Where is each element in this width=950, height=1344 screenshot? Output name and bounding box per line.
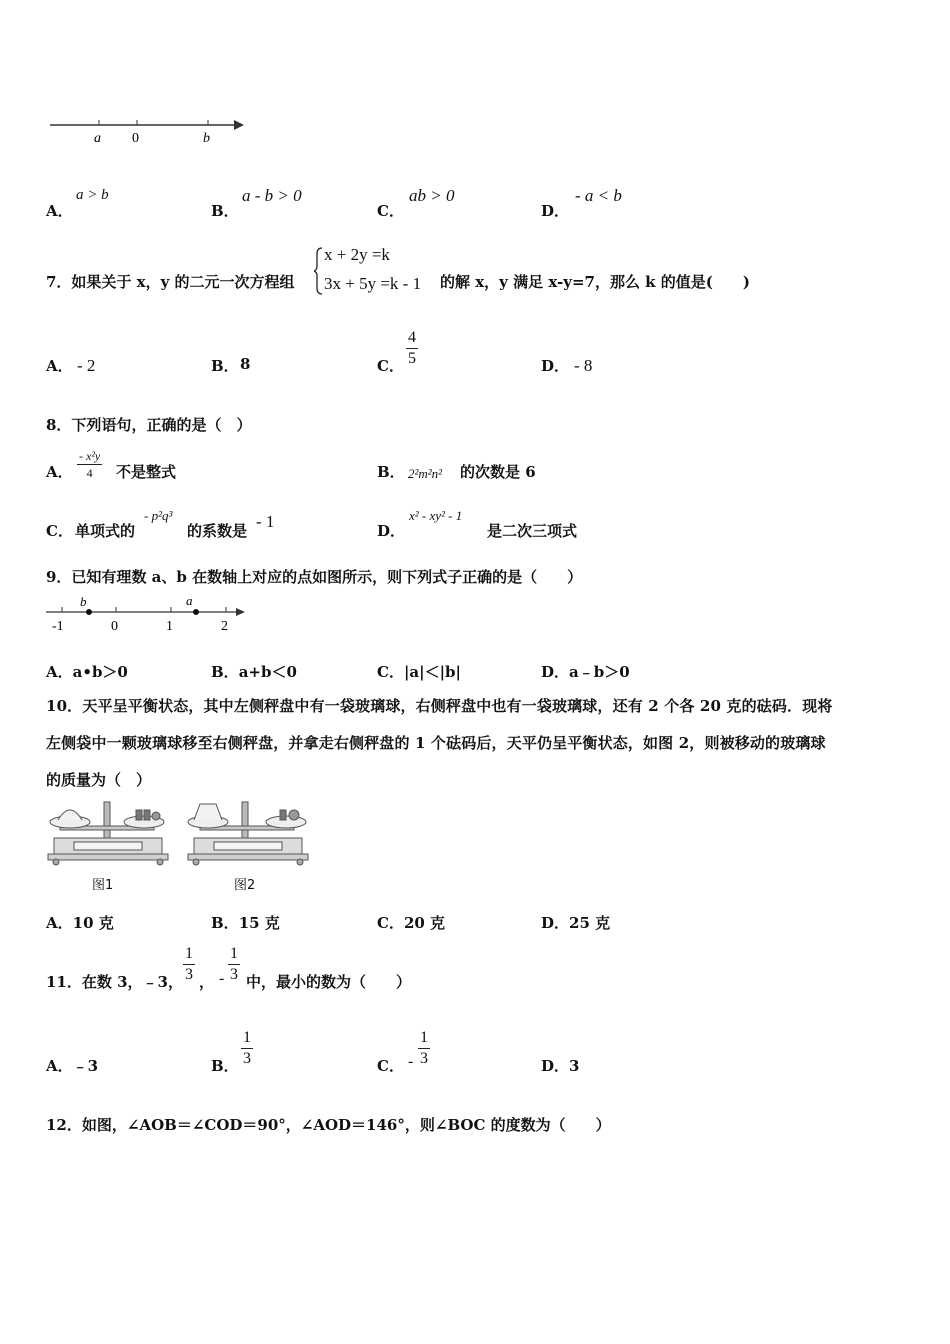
q9-tick-label: -1 [52,619,64,634]
q9-option-b [211,661,297,682]
option-letter: C． [377,202,404,220]
fraction-numerator: 1 [241,1028,253,1049]
q6-option-b [211,200,239,221]
fraction-denominator: 3 [185,966,193,983]
q9-tick-label: 1 [166,619,173,634]
q6-option-a-expr: a > b [76,187,109,203]
q6-option-c [377,200,404,221]
q7-option-d-expr: - 8 [574,356,593,375]
q7-option-d-letter: D． [541,357,570,375]
option-text: 25 克 [569,914,611,932]
q9-tick-label: 2 [221,619,228,634]
q8-option-a-letter: A． [46,463,73,481]
option-letter: B． [211,202,239,220]
q6-option-d-expr: - a < b [575,186,622,205]
option-text: 20 克 [403,914,446,932]
q7-suffix: 的解 x，y 满足 x-y=7，那么 k 的值是( ) [440,273,750,291]
option-text: ﹣3 [72,1057,99,1075]
q11-prefix: 11．在数 3，﹣3， [46,973,183,991]
option-text: a+b＜0 [238,663,297,681]
q10-fig2-caption: 图2 [234,878,256,893]
q8-stem: 8．下列语句，正确的是（ ） [46,416,252,434]
q10-option-d [541,912,610,933]
q6-option-a [46,200,73,221]
q11-fraction [183,944,195,985]
q7-option-b-letter: B． [211,357,239,375]
q8-option-d-text: 是二次三项式 [487,522,578,540]
q7-prefix: 7．如果关于 x，y 的二元一次方程组 [46,273,295,291]
option-text: 3 [569,1057,580,1075]
q10-option-c [377,912,445,933]
q10-balance-figure-2 [184,798,312,868]
q10-fig1-caption: 图1 [92,878,114,893]
q11-option-b-fraction [241,1028,253,1069]
q6-option-d [541,200,569,221]
q8-option-c-mid: 的系数是 [187,522,248,540]
q11-option-c-neg: - [408,1053,414,1070]
option-letter: D． [541,663,570,681]
brace-icon [314,246,324,296]
q7-option-a-letter: A． [46,357,73,375]
q6-number-line [46,112,256,148]
option-letter: C． [377,914,404,932]
q11-option-c-fraction [418,1028,430,1069]
q12-stem: 12．如图，∠AOB＝∠COD＝90°，∠AOD＝146°，则∠BOC 的度数为（ ） [46,1116,611,1134]
fraction-denominator: 5 [408,350,416,367]
q11-option-d [541,1055,579,1076]
q7-option-a-expr: - 2 [77,356,96,375]
q7-option-b-expr: 8 [240,355,251,373]
fraction-numerator: 1 [418,1028,430,1049]
q10-option-b [211,912,280,933]
q11-option-a [46,1055,98,1076]
arrow-icon [234,120,244,130]
q8-option-c-expr: - p²q³ [144,508,173,523]
option-text: a﹣b＞0 [569,663,630,681]
q8-option-d-expr: x² - xy² - 1 [409,508,463,523]
q9-number-line [44,594,254,634]
q6-label-0: 0 [132,131,139,146]
arrow-icon [236,608,245,616]
option-text: 15 克 [238,914,280,932]
q6-label-a: a [94,131,101,146]
option-text: |a|＜|b| [403,663,461,681]
fraction-numerator: 4 [406,328,418,349]
q10-line3: 的质量为（ ） [46,771,152,789]
fraction-numerator: - x²y [79,449,101,463]
q11-suffix: 中，最小的数为（ ） [246,973,412,991]
q11-comma: ， [199,973,215,991]
q8-option-b-letter: B． [377,463,405,481]
option-letter: D． [541,914,570,932]
fraction-denominator: 3 [230,966,238,983]
option-letter: B． [211,663,239,681]
option-letter: A． [46,1057,73,1075]
option-letter: A． [46,663,73,681]
q9-tick-label: 0 [111,619,118,634]
q9-point-a [193,609,199,615]
q7-eq2: 3x + 5y =k - 1 [324,274,422,293]
q6-label-b: b [203,131,210,146]
q7-option-c-letter: C． [377,357,404,375]
q9-option-c [377,661,461,682]
q8-option-d-letter: D． [377,522,406,540]
q7-eq1: x + 2y =k [324,245,390,264]
q8-option-b-expr: 2²m²n² [408,466,443,481]
q10-line1: 10．天平呈平衡状态，其中左侧秤盘中有一袋玻璃球，右侧秤盘中也有一袋玻璃球，还有 2 个各 20 克的砝码．现将 [46,697,833,715]
option-letter: C． [377,663,404,681]
fraction-denominator: 3 [420,1050,428,1067]
option-letter: B． [211,914,239,932]
fraction-numerator: 1 [228,944,240,965]
q9-option-a [46,661,128,682]
option-letter: D． [541,1057,570,1075]
q6-option-c-expr: ab > 0 [409,186,455,205]
q8-option-a-text: 不是整式 [116,463,177,481]
q11-option-b-letter: B． [211,1057,239,1075]
q9-point-b [86,609,92,615]
q11-neg-fraction [228,944,240,985]
q9-point-label-a: a [186,594,193,608]
option-letter: A． [46,202,73,220]
q10-line2: 左侧袋中一颗玻璃球移至右侧秤盘，并拿走右侧秤盘的 1 个砝码后，天平仍呈平衡状态，如图 2，则被移动的玻璃球 [46,734,826,752]
option-letter: D． [541,202,570,220]
q10-balance-figure-1 [44,798,172,868]
q6-option-b-expr: a - b > 0 [242,186,302,205]
q9-stem: 9．已知有理数 a、b 在数轴上对应的点如图所示，则下列式子正确的是（ ） [46,568,583,586]
q10-option-a [46,912,114,933]
fraction-numerator: 1 [183,944,195,965]
q11-neg-sign: - [219,970,225,987]
q8-option-c-pre: 单项式的 [75,522,136,540]
fraction-denominator: 4 [86,466,93,480]
q9-option-d [541,661,630,682]
q9-point-label-b: b [80,594,87,609]
q8-option-c-val: - 1 [256,512,275,531]
option-letter: A． [46,914,73,932]
q7-option-c-fraction [406,328,418,369]
q11-option-c-letter: C． [377,1057,404,1075]
q8-option-a-fraction [77,448,102,481]
q8-option-b-text: 的次数是 6 [460,463,536,481]
option-text: a•b＞0 [72,663,128,681]
q8-option-c-letter: C． [46,522,73,540]
fraction-denominator: 3 [243,1050,251,1067]
option-text: 10 克 [72,914,114,932]
